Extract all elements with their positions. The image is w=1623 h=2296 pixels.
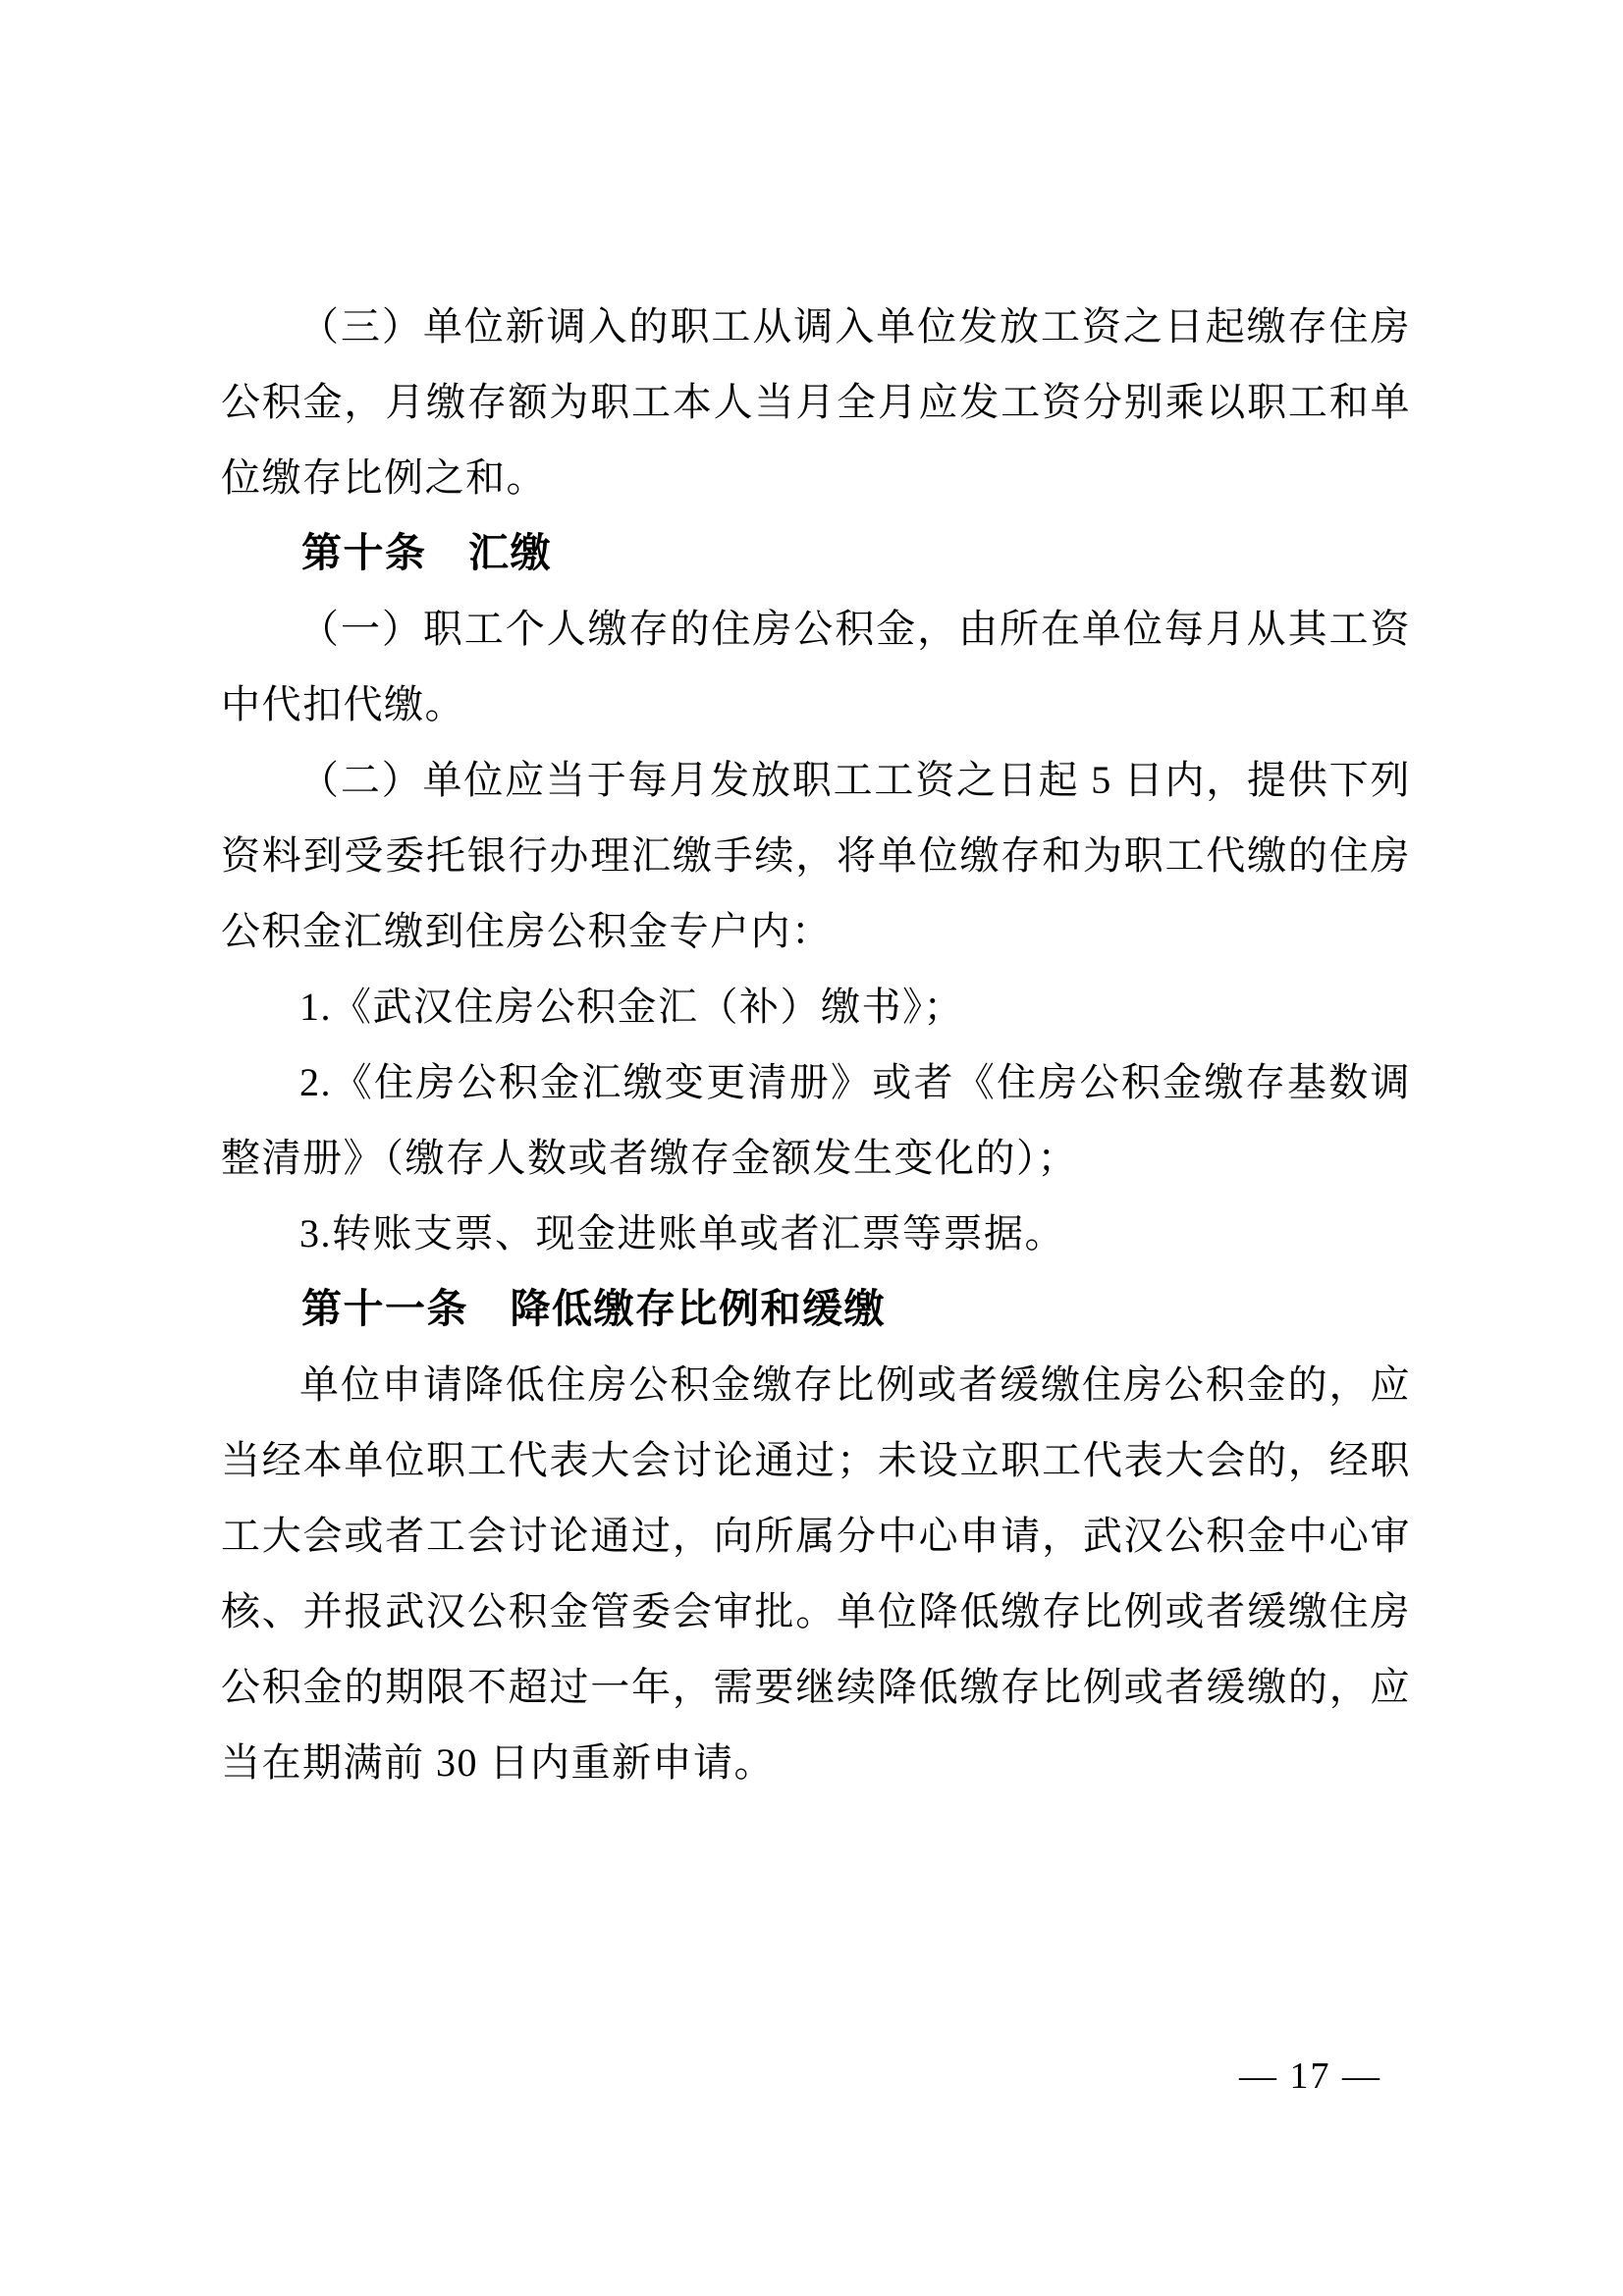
paragraph-item-3-unit-transfer: （三）单位新调入的职工从调入单位发放工资之日起缴存住房公积金，月缴存额为职工本人当月全月应发工资分别乘以职工和单位缴存比例之和。 [221,304,1411,500]
paragraph-item-2-unit-remit: （二）单位应当于每月发放职工工资之日起 5 日内，提供下列资料到受委托银行办理汇缴手续，将单位缴存和为职工代缴的住房公积金汇缴到住房公积金专户内： [221,758,1411,953]
list-item-1-remit-book: 1.《武汉住房公积金汇（补）缴书》； [299,985,964,1029]
article-heading-10: 第十条 汇缴 [301,530,552,575]
document-body [221,289,1411,1800]
paragraph-item-1-employee-deposit: （一）职工个人缴存的住房公积金，由所在单位每月从其工资中代扣代缴。 [221,607,1411,726]
article-heading-11: 第十一条 降低缴存比例和缓缴 [301,1286,886,1331]
page-number: — 17 — [1239,2056,1381,2097]
paragraph-lower-ratio-deferral: 单位申请降低住房公积金缴存比例或者缓缴住房公积金的，应当经本单位职工代表大会讨论通过；未设立职工代表大会的，经职工大会或者工会讨论通过，向所属分中心申请，武汉公积金中心审核、并报武汉公积金管委会审批。单位降低缴存比例或者缓缴住房公积金的期限不超过一年，需要继续降低缴存比例或者缓缴的，应当在期满前 30 日内重新申请。 [221,1362,1411,1785]
list-item-3-transfer-cheque: 3.转账支票、现金进账单或者汇票等票据。 [299,1211,1065,1255]
list-item-2-change-roster: 2.《住房公积金汇缴变更清册》或者《住房公积金缴存基数调整清册》（缴存人数或者缴存金额发生变化的）； [221,1060,1411,1180]
